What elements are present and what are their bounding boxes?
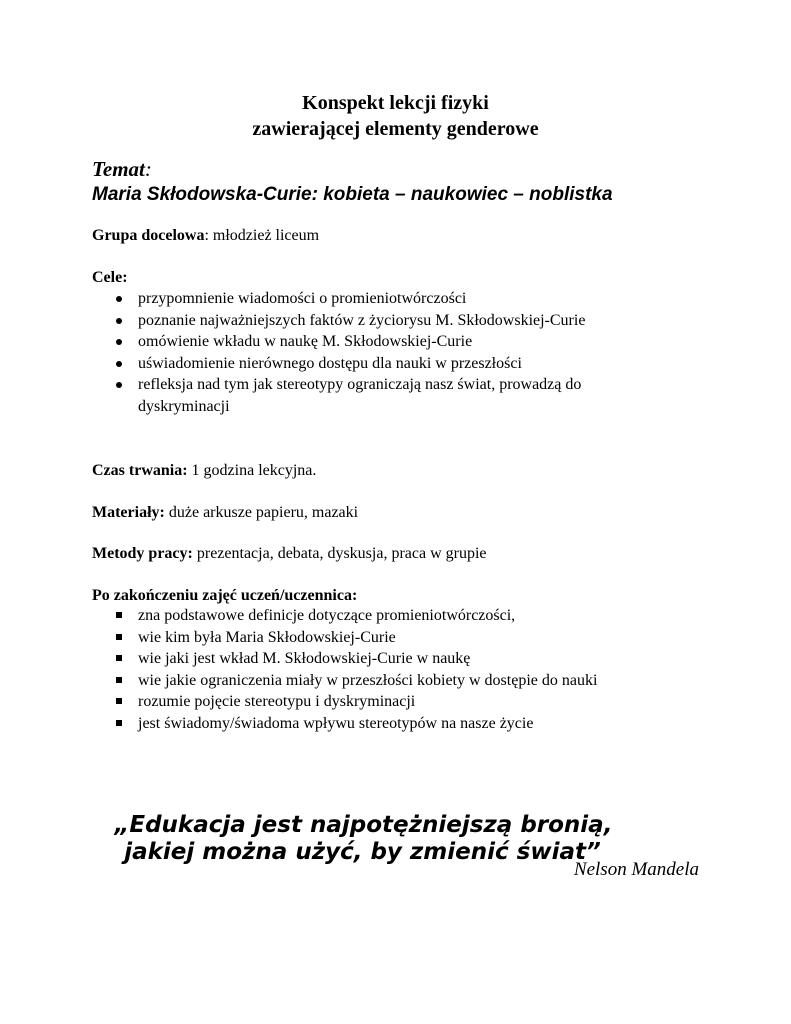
target-group-value: : młodzież liceum	[204, 227, 320, 244]
quote-line-1: „Edukacja jest najpotężniejszą bronią,	[114, 812, 613, 838]
outcomes-label: Po zakończeniu zajęć uczeń/uczennica:	[92, 587, 358, 604]
outcome-item: jest świadomy/świadoma wpływu stereotypów na nasze życie	[92, 713, 712, 735]
quote-line-2: jakiej można użyć, by zmienić świat”	[124, 839, 601, 865]
quote-author: Nelson Mandela	[573, 859, 699, 880]
goals-list	[92, 288, 662, 417]
goal-item: refleksja nad tym jak stereotypy ograniczają nasz świat, prowadzą do dyskryminacji	[92, 374, 662, 417]
outcome-item: rozumie pojęcie stereotypu i dyskryminacji	[92, 691, 712, 713]
target-group-label: Grupa docelowa	[92, 227, 205, 244]
materials-label: Materiały:	[92, 504, 165, 521]
duration	[92, 461, 316, 481]
duration-value: 1 godzina lekcyjna.	[187, 462, 317, 479]
outcome-item: wie jaki jest wkład M. Skłodowskiej-Curie w naukę	[92, 648, 712, 670]
outcome-item: wie jakie ograniczenia miały w przeszłości kobiety w dostępie do nauki	[92, 670, 712, 692]
outcomes-list	[92, 605, 712, 734]
goals-label: Cele:	[92, 269, 128, 286]
topic-text: Maria Skłodowska-Curie: kobieta – naukowiec – noblistka	[92, 184, 613, 205]
document-title-line-1: Konspekt lekcji fizyki	[302, 92, 489, 114]
goal-item: uświadomienie nierównego dostępu dla nauki w przeszłości	[92, 353, 662, 375]
goals-heading	[92, 268, 128, 288]
topic-label-text: Temat	[92, 157, 145, 181]
goal-item: przypomnienie wiadomości o promieniotwórczości	[92, 288, 662, 310]
document-title-line-2: zawierającej elementy genderowe	[252, 118, 539, 140]
duration-label: Czas trwania:	[92, 462, 188, 479]
topic-label-colon: :	[144, 157, 152, 181]
target-group	[92, 226, 319, 246]
methods	[92, 544, 487, 564]
methods-value: prezentacja, debata, dyskusja, praca w grupie	[192, 545, 487, 562]
goal-item: omówienie wkładu w naukę M. Skłodowskiej-Curie	[92, 331, 662, 353]
materials-value: duże arkusze papieru, mazaki	[164, 504, 359, 521]
outcomes-heading	[92, 586, 357, 606]
outcome-item: zna podstawowe definicje dotyczące promieniotwórczości,	[92, 605, 712, 627]
goal-item: poznanie najważniejszych faktów z życiorysu M. Skłodowskiej-Curie	[92, 310, 662, 332]
methods-label: Metody pracy:	[92, 545, 193, 562]
materials	[92, 503, 358, 523]
topic-label	[92, 157, 152, 181]
outcome-item: wie kim była Maria Skłodowskiej-Curie	[92, 627, 712, 649]
